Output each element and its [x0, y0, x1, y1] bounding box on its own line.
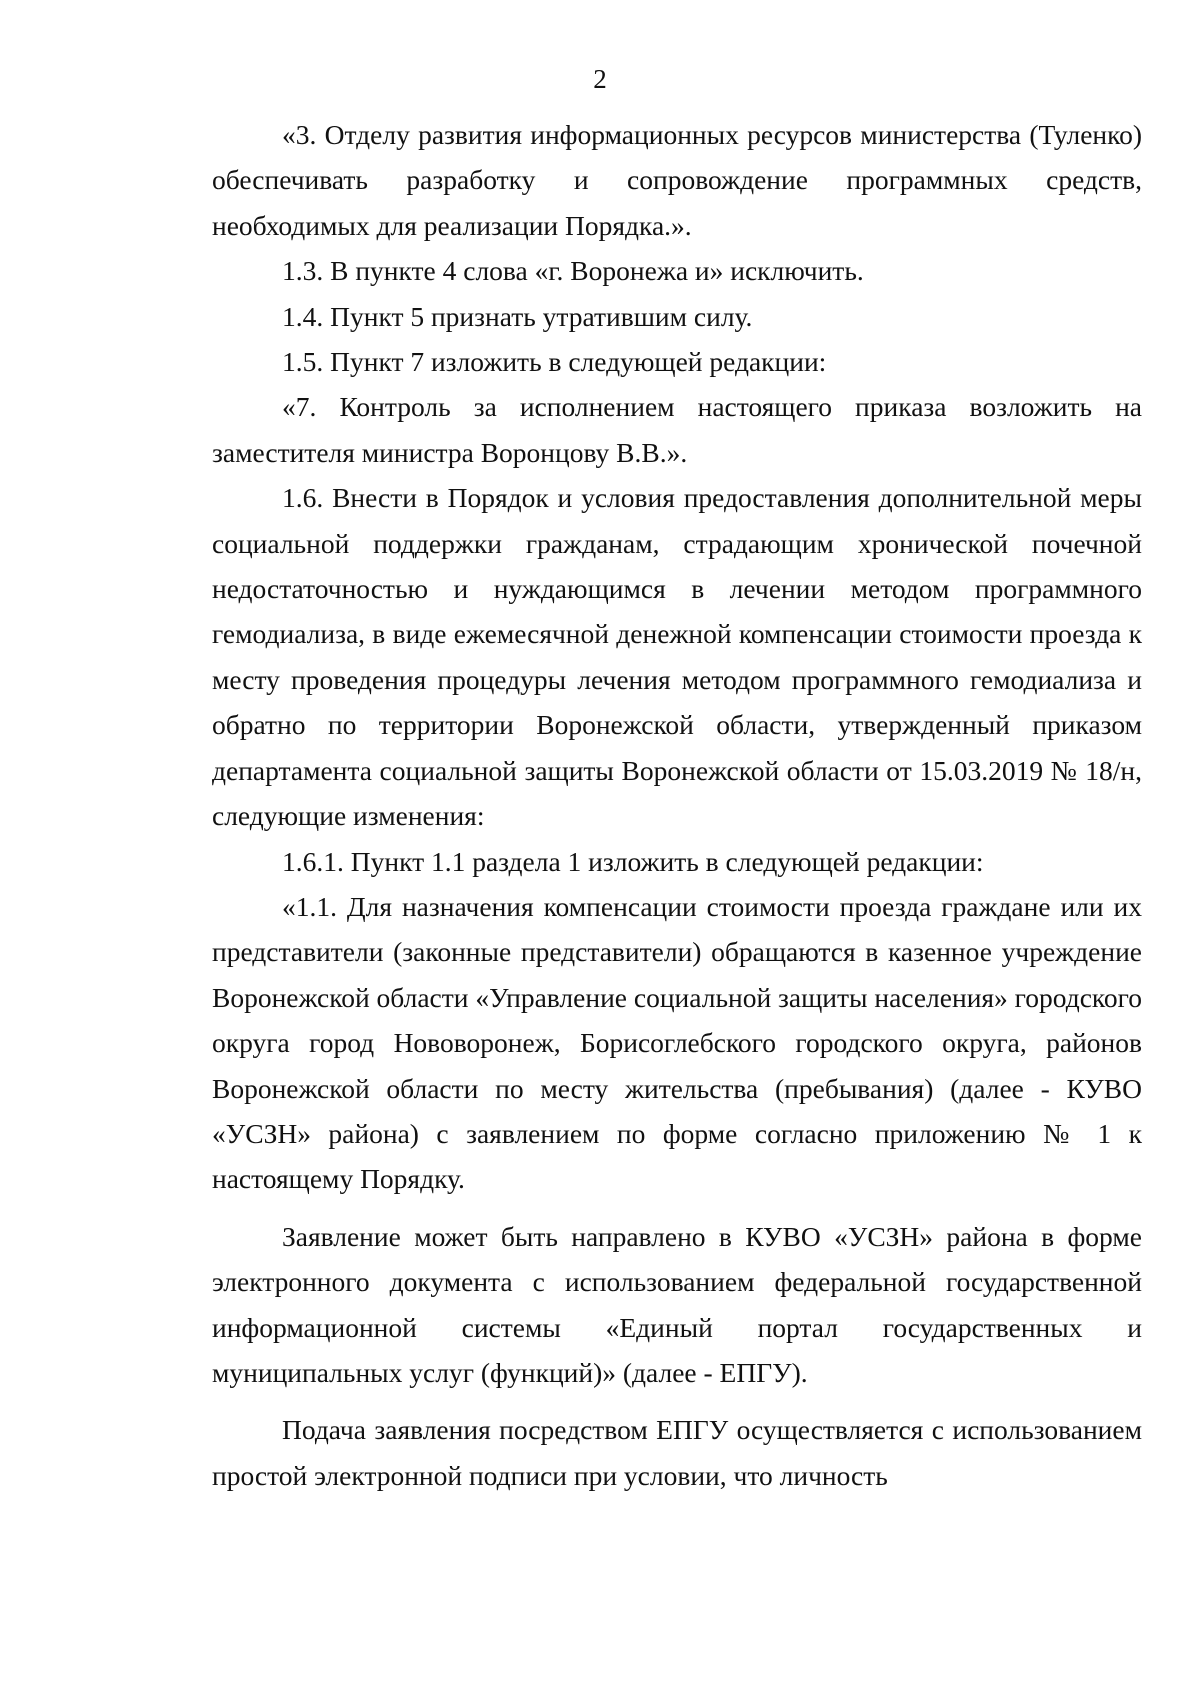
paragraph-1-4: 1.4. Пункт 5 признать утратившим силу. [282, 300, 753, 332]
paragraph-1-3: 1.3. В пункте 4 слова «г. Воронежа и» исключить. [282, 255, 864, 287]
paragraph-1-5: 1.5. Пункт 7 изложить в следующей редакции: [282, 346, 827, 378]
paragraph-1-6: 1.6. Внести в Порядок и условия предоставления дополнительной меры социальной поддержки гражданам, страдающим хронической почечной недостаточностью и нуждающимся в лечении методом программного гемодиализа, в виде ежемесячной денежной компенсации стоимости проезда к месту проведения процедуры лечения методом программного гемодиализа и обратно по территории Воронежской области, утвержденный приказом департамента социальной защиты Воронежской области от 15.03.2019 № 18/н, следующие изменения: [212, 482, 1142, 832]
paragraph-epgu-submission: Подача заявления посредством ЕПГУ осуществляется с использованием простой электронной подписи при условии, что личность [212, 1414, 1142, 1491]
paragraph-item-1-1-amendment: «1.1. Для назначения компенсации стоимости проезда граждане или их представители (законные представители) обращаются в казенное учреждение Воронежской области «Управление социальной защиты населения» городского округа город Нововоронеж, Борисоглебского городского округа, районов Воронежской области по месту жительства (пребывания) (далее - КУВО «УСЗН» района) с заявлением по форме согласно приложению № 1 к настоящему Порядку. [212, 890, 1142, 1195]
paragraph-1-6-1: 1.6.1. Пункт 1.1 раздела 1 изложить в следующей редакции: [282, 845, 984, 877]
paragraph-electronic-application: Заявление может быть направлено в КУВО «УСЗН» района в форме электронного документа с использованием федеральной государственной информационной системы «Единый портал государственных и муниципальных услуг (функций)» (далее - ЕПГУ). [212, 1220, 1142, 1388]
page-number: 2 [593, 64, 607, 94]
document-body [212, 112, 1142, 1498]
paragraph-item-7-amendment: «7. Контроль за исполнением настоящего приказа возложить на заместителя министра Воронцову В.В.». [212, 391, 1142, 468]
paragraph-item-3-amendment: «3. Отделу развития информационных ресурсов министерства (Туленко) обеспечивать разработку и сопровождение программных средств, необходимых для реализации Порядка.». [212, 119, 1142, 241]
